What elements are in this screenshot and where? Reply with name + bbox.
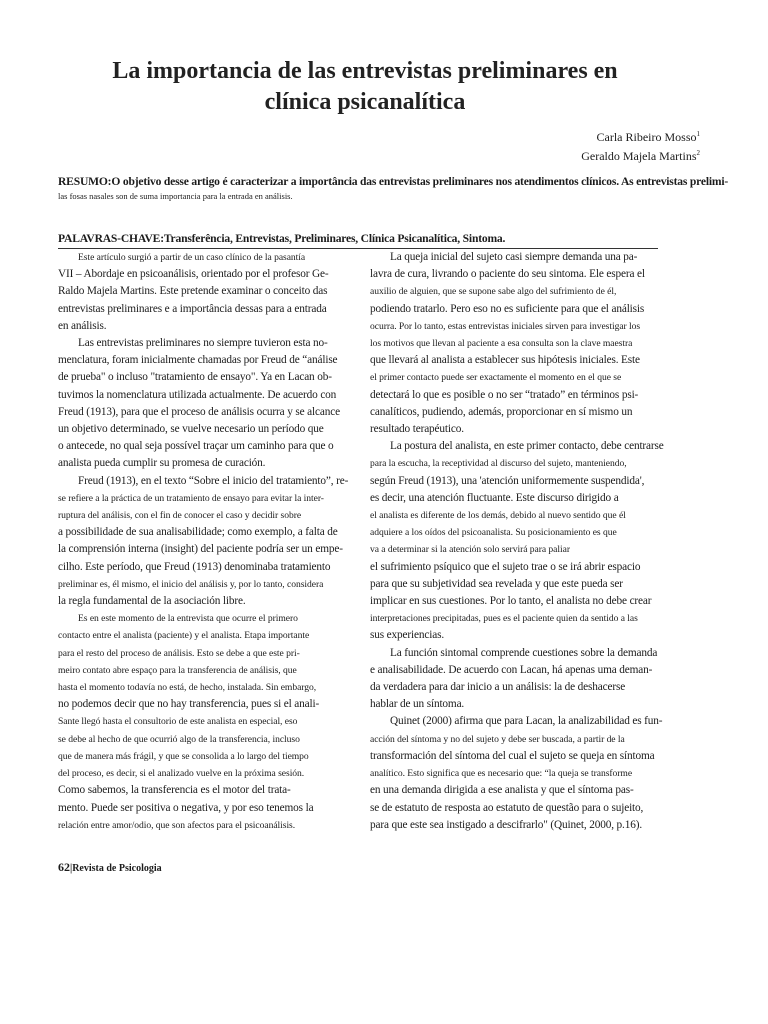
text-line: Freud (1913), en el texto “Sobre el inicio del tratamiento”, re- (78, 474, 349, 487)
text-line: en análisis. (58, 319, 107, 332)
text-line: el sufrimiento psíquico que el sujeto trae o se irá abrir espacio (370, 560, 641, 573)
text-line: adquiere a los oídos del psicoanalista. Su posicionamiento es que (370, 527, 617, 539)
text-line: Sante llegó hasta el consultorio de este analista en especial, eso (58, 716, 298, 728)
abstract-line-1: RESUMO:O objetivo desse artigo é caracterizar a importância das entrevistas preliminares nos atendimentos clínicos. As entrevistas prelimi- (58, 175, 728, 188)
text-line: menclatura, foram inicialmente chamadas por Freud de “análise (58, 354, 338, 367)
text-line: da verdadera para dar inicio a un análisis: la de deshacerse (370, 681, 626, 694)
text-line: Como sabemos, la transferencia es el motor del trata- (58, 784, 291, 797)
text-line: e analisabilidade. De acuerdo con Lacan, há apenas uma deman- (370, 663, 653, 676)
text-line: detectará lo que es posible o no ser “tratado” en términos psi- (370, 388, 639, 401)
text-line: mento. Puede ser positiva o negativa, y por eso tenemos la (58, 801, 314, 814)
article-title (60, 56, 670, 118)
text-line: se debe al hecho de que ocurrió algo de la transferencia, incluso (58, 733, 300, 745)
text-line: preliminar es, él mismo, el inicio del análisis y, por lo tanto, considera (58, 578, 324, 590)
text-line: La postura del analista, en este primer contacto, debe centrarse (390, 440, 664, 453)
text-line: implicar en sus cuestiones. Por lo tanto, el analista no debe crear (370, 595, 652, 608)
text-line: de prueba" o incluso "tratamiento de ensayo". Ya en Lacan ob- (58, 371, 332, 384)
abstract (58, 175, 768, 201)
text-line: para el resto del proceso de análisis. Esto se debe a que este pri- (58, 647, 300, 659)
footer-separator: | (70, 863, 73, 874)
text-line: canalíticos, pudiendo, además, proporcionar en sí mismo un (370, 405, 633, 418)
text-line: Freud (1913), para que el proceso de análisis ocurra y se alcance (58, 405, 340, 418)
text-line: la comprensión interna (insight) del paciente podría ser un empe- (58, 543, 343, 556)
text-line: los motivos que llevan al paciente a esa consulta son la clave maestra (370, 338, 633, 350)
text-line: tuvimos la nomenclatura utilizada actualmente. De acuerdo con (58, 388, 337, 401)
text-line: es decir, una atención fluctuante. Este discurso dirigido a (370, 491, 619, 504)
text-line: hasta el momento todavía no está, de hecho, instalada. Sin embargo, (58, 682, 317, 694)
text-line: para la escucha, la receptividad al discurso del sujeto, manteniendo, (370, 458, 627, 470)
text-line: o antecede, no qual seja possível traçar um caminho para que o (58, 440, 334, 453)
text-line: en una demanda dirigida a ese analista y que el síntoma pas- (370, 784, 634, 797)
text-line: analista pueda cumplir su promesa de curación. (58, 457, 266, 470)
keywords: PALAVRAS-CHAVE:Transferência, Entrevistas, Preliminares, Clínica Psicanalítica, Sintoma. (58, 232, 506, 245)
text-line: entrevistas preliminares e a importância dessas para a entrada (58, 302, 327, 315)
text-line: que llevará al analista a establecer sus hipótesis iniciales. Este (370, 354, 640, 367)
text-line: que de manera más frágil, y que se consolida a lo largo del tiempo (58, 750, 309, 762)
text-line: meiro contato abre espaço para la transferencia de análisis, que (58, 664, 297, 676)
text-line: ruptura del análisis, con el fin de conocer el caso y decidir sobre (58, 510, 302, 522)
text-line: lavra de cura, livrando o paciente do seu sintoma. Ele espera el (370, 268, 645, 281)
author-2: Geraldo Majela Martins$^2$ (581, 149, 700, 163)
text-line: el primer contacto puede ser exactamente el momento en el que se (370, 372, 622, 384)
text-line: el analista es diferente de los demás, debido al nuevo sentido que él (370, 510, 626, 522)
text-line: cilho. Este período, que Freud (1913) denominaba tratamiento (58, 560, 331, 573)
text-line: La queja inicial del sujeto casi siempre demanda una pa- (390, 251, 638, 263)
page-number: 62 (58, 860, 70, 874)
text-line: auxilio de alguien, que se supone sabe algo del sufrimiento de él, (370, 286, 617, 298)
text-line: no podemos decir que no hay transferencia, pues si el anali- (58, 698, 320, 711)
text-line: se refiere a la práctica de un tratamiento de ensayo para evitar la inter- (58, 492, 324, 504)
page-footer (58, 860, 162, 875)
text-line: analítico. Esto significa que es necesario que: “la queja se transforme (370, 768, 633, 780)
text-line: del proceso, es decir, si el analizado vuelve en la próxima sesión. (58, 768, 305, 780)
text-line: VII – Abordaje en psicoanálisis, orientado por el profesor Ge- (58, 268, 329, 281)
text-line: sus experiencias. (370, 629, 444, 642)
text-line: se de estatuto de resposta ao estatuto de questão para o sujeito, (370, 801, 644, 814)
title-line-1: La importancia de las entrevistas preliminares en (112, 58, 618, 84)
journal-name: Revista de Psicologia (72, 863, 162, 874)
text-line: contacto entre el analista (paciente) y el analista. Etapa importante (58, 630, 310, 642)
text-line: transformación del síntoma del cual el sujeto se queja en síntoma (370, 749, 655, 762)
text-line: relación entre amor/odio, que son afectos para el psicoanálisis. (58, 819, 296, 831)
text-line: un objetivo determinado, se vuelve necesario un período que (58, 423, 324, 436)
right-column (370, 249, 686, 834)
left-column (58, 249, 366, 834)
text-line: para que este sea instigado a descifrarlo" (Quinet, 2000, p.16). (370, 818, 643, 831)
text-line: Quinet (2000) afirma que para Lacan, la analizabilidad es fun- (390, 715, 663, 728)
text-line: La función sintomal comprende cuestiones sobre la demanda (390, 646, 658, 659)
text-line: interpretaciones precipitadas, pues es el paciente quien da sentido a las (370, 613, 638, 625)
text-line: Este artículo surgió a partir de un caso clínico de la pasantía (78, 252, 306, 263)
text-line: podiendo tratarlo. Pero eso no es suficiente para que el análisis (370, 302, 645, 315)
text-line: resultado terapéutico. (370, 423, 464, 436)
text-line: la regla fundamental de la asociación libre. (58, 595, 246, 608)
text-line: para que su subjetividad sea revelada y que este pueda ser (370, 577, 623, 590)
title-line-2: clínica psicanalítica (264, 89, 466, 115)
text-line: acción del síntoma y no del sujeto y debe ser buscada, a partir de la (370, 733, 625, 745)
abstract-line-2: las fosas nasales son de suma importancia para la entrada en análisis. (58, 191, 293, 201)
text-line: según Freud (1913), una 'atención uniformemente suspendida', (370, 474, 645, 487)
text-line: va a determinar si la atención solo servirá para paliar (370, 544, 570, 556)
text-line: Es en este momento de la entrevista que ocurre el primero (78, 613, 298, 625)
text-line: Las entrevistas preliminares no siempre tuvieron esta no- (78, 337, 328, 350)
author-list (581, 126, 700, 164)
author-1: Carla Ribeiro Mosso$^1$ (596, 130, 700, 144)
text-line: a possibilidade de sua analisabilidade; como exemplo, a falta de (58, 526, 338, 539)
text-line: ocurra. Por lo tanto, estas entrevistas iniciales sirven para investigar los (370, 320, 641, 332)
text-line: Raldo Majela Martins. Este pretende examinar o conceito das (58, 285, 328, 298)
text-line: hablar de un síntoma. (370, 698, 465, 711)
